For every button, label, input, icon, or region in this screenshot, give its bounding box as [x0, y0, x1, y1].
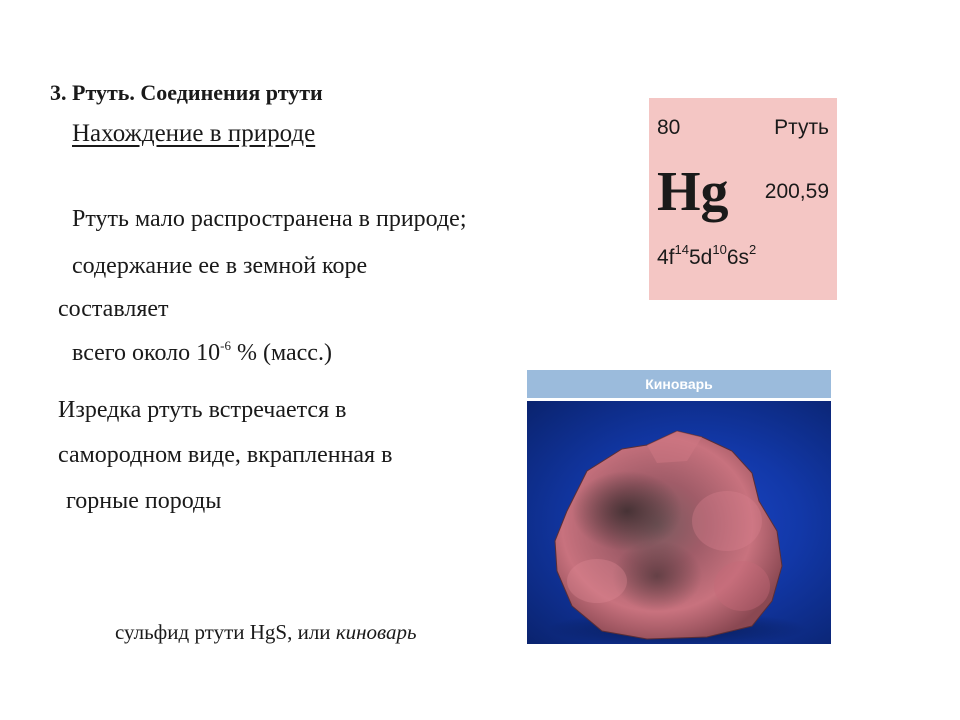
config-count: 10 — [712, 242, 727, 257]
caption-text: сульфид ртути HgS, или — [115, 620, 336, 644]
text-line: горные породы — [66, 488, 222, 514]
mineral-title: Киноварь — [527, 370, 831, 398]
text-line-abundance — [72, 340, 332, 367]
caption-mineral-name: киноварь — [335, 620, 417, 644]
element-mass: 200,59 — [764, 180, 829, 203]
config-count: 14 — [674, 242, 689, 257]
config-orbital: 4f — [657, 246, 675, 269]
abundance-text: всего около 10 — [72, 340, 221, 366]
element-number: 80 — [657, 116, 681, 139]
image-caption — [115, 620, 417, 645]
cinnabar-rock-image — [527, 401, 831, 644]
electron-config — [657, 242, 757, 270]
config-orbital: 5d — [688, 246, 713, 269]
slide-subheading: Нахождение в природе — [72, 120, 316, 147]
abundance-unit: % (масс.) — [230, 340, 332, 366]
abundance-exponent: -6 — [220, 338, 231, 353]
slide-heading: 3. Ртуть. Соединения ртути — [50, 80, 323, 105]
text-line: составляет — [58, 296, 169, 322]
element-symbol: Hg — [657, 161, 729, 223]
text-line: Ртуть мало распространена в природе; — [72, 206, 467, 232]
config-count: 2 — [749, 242, 757, 257]
element-card — [649, 98, 837, 300]
config-orbital: 6s — [726, 246, 749, 269]
text-line: Изредка ртуть встречается в — [58, 397, 347, 423]
text-line: самородном виде, вкрапленная в — [58, 442, 393, 468]
element-name: Ртуть — [774, 116, 829, 139]
text-line: содержание ее в земной коре — [72, 253, 368, 279]
cinnabar-photo — [527, 401, 831, 644]
